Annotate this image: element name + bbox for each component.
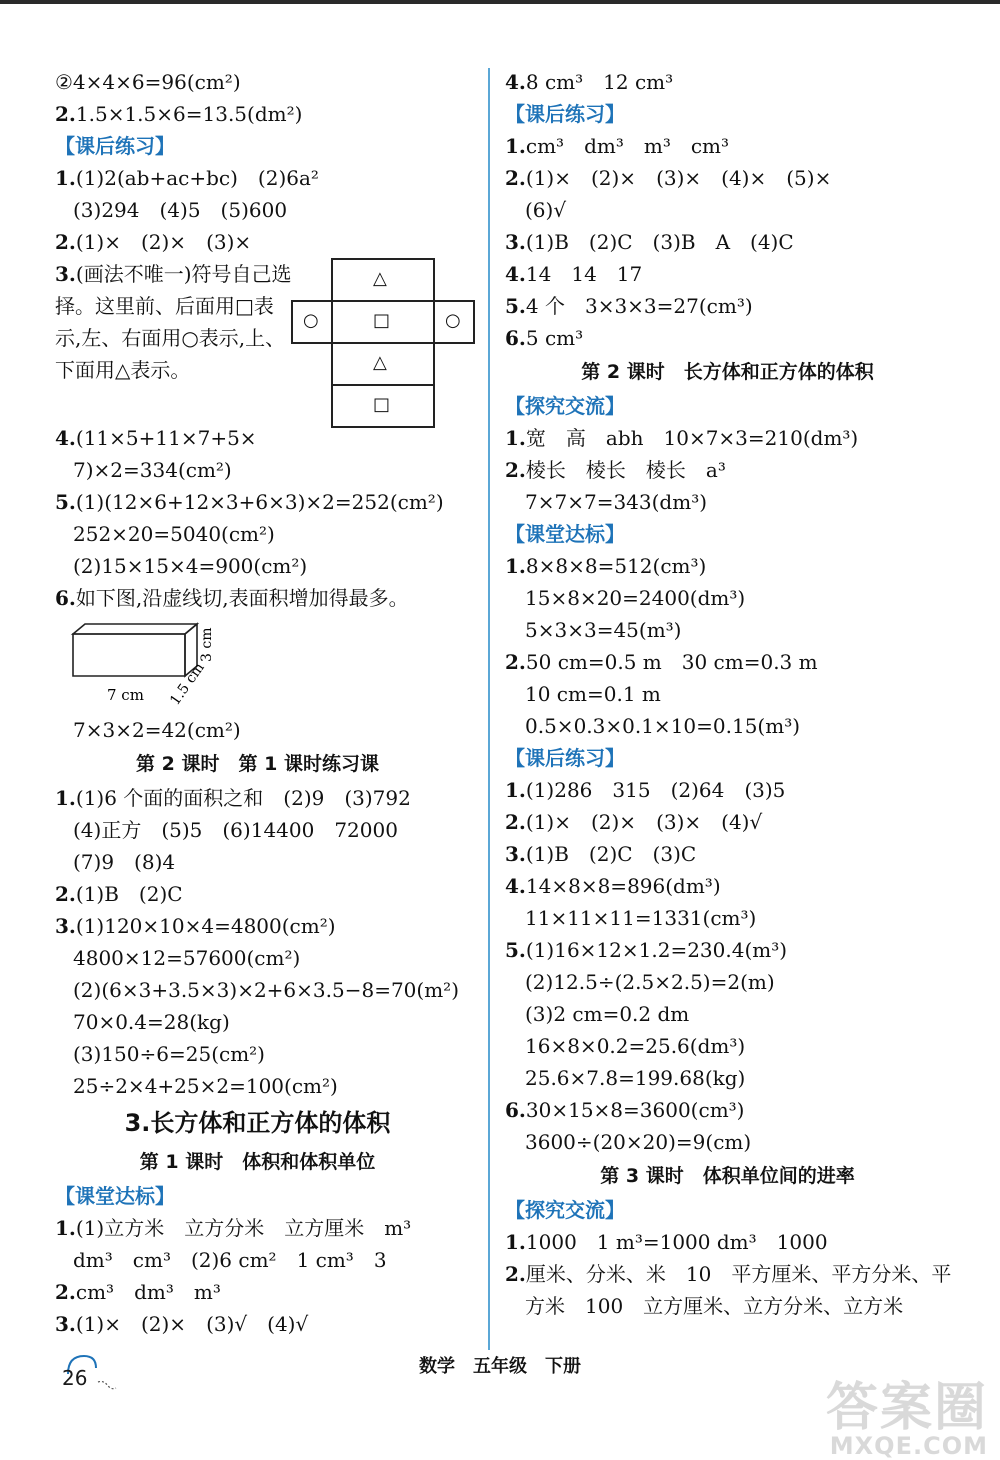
answer-line: dm³ cm³ (2)6 cm² 1 cm³ 3 — [73, 1248, 387, 1272]
unit-title: 3.长方体和正方体的体积 — [124, 1109, 391, 1137]
answer-line — [55, 1308, 460, 1340]
question-number: 2. — [55, 230, 76, 254]
answer-text: 4 个 3×3×3=27(cm³) — [525, 294, 753, 318]
footer-title: 数学 五年级 下册 — [419, 1356, 581, 1377]
answer-line: 方米 100 立方厘米、立方分米、立方米 — [525, 1294, 904, 1318]
answer-line: 25÷2×4+25×2=100(cm²) — [73, 1074, 338, 1098]
answer-text: 3.(画法不唯一)符号自己选择。这里前、后面用□表示,左、右面用○表示,上、下面用△表示。 — [55, 262, 292, 382]
answer-text: (1)286 315 (2)64 (3)5 — [525, 778, 786, 802]
answer-text: 1000 1 m³=1000 dm³ 1000 — [525, 1230, 828, 1254]
cuboid-drawing — [55, 614, 295, 714]
answer-line — [55, 486, 460, 518]
dimension-height-label: 3 cm — [199, 627, 215, 662]
answer-line — [505, 870, 950, 902]
square-icon: □ — [373, 310, 391, 331]
answer-text: cm³ dm³ m³ cm³ — [525, 134, 730, 158]
section-heading: 【课后练习】 — [55, 134, 175, 158]
circle-icon: ○ — [445, 310, 461, 331]
answer-text: (1)× (2)× (3)× (4)√ — [525, 810, 763, 834]
question-number: 4. — [505, 874, 526, 898]
answer-line: 16×8×0.2=25.6(dm³) — [525, 1034, 746, 1058]
question-number: 1. — [505, 778, 526, 802]
question-number: 3. — [55, 1312, 76, 1336]
net-face-right — [433, 300, 475, 344]
answer-line — [505, 646, 950, 678]
question-number: 1. — [505, 554, 526, 578]
lesson-title: 第 2 课时 长方体和正方体的体积 — [581, 361, 874, 383]
question-number: 3. — [505, 230, 526, 254]
question-3-block — [55, 258, 460, 422]
question-number: 1. — [55, 1216, 76, 1240]
triangle-icon: △ — [373, 268, 387, 289]
answer-line — [505, 550, 950, 582]
top-border — [0, 0, 1000, 4]
right-column — [505, 66, 950, 1322]
answer-text: (1)B (2)C (3)C — [525, 842, 697, 866]
answer-line: (3)2 cm=0.2 dm — [525, 1002, 690, 1026]
answer-line: 70×0.4=28(kg) — [73, 1010, 230, 1034]
answer-text: (1)(12×6+12×3+6×3)×2=252(cm²) — [75, 490, 444, 514]
section-heading: 【课后练习】 — [505, 102, 625, 126]
answer-text: 14 14 17 — [525, 262, 643, 286]
question-number: 1. — [55, 786, 76, 810]
answer-line: (7)9 (8)4 — [73, 850, 176, 874]
answer-text: 50 cm=0.5 m 30 cm=0.3 m — [525, 650, 818, 674]
answer-text: 5 cm³ — [525, 326, 584, 350]
answer-text: 如下图,沿虚线切,表面积增加得最多。 — [75, 586, 409, 610]
answer-line: 10 cm=0.1 m — [525, 682, 661, 706]
question-number: 6. — [55, 586, 76, 610]
question-number: 2. — [505, 650, 526, 674]
answer-line: ②4×4×6=96(cm²) — [55, 70, 241, 94]
question-number: 2. — [505, 458, 526, 482]
answer-text: (1)2(ab+ac+bc) (2)6a² — [75, 166, 319, 190]
question-number: 2. — [55, 102, 76, 126]
answer-text: 宽 高 abh 10×7×3=210(dm³) — [525, 426, 859, 450]
answer-line: 4800×12=57600(cm²) — [73, 946, 301, 970]
answer-line — [55, 782, 460, 814]
answer-line — [505, 66, 950, 98]
question-number: 2. — [55, 1280, 76, 1304]
answer-line — [505, 934, 950, 966]
question-number: 4. — [505, 70, 526, 94]
answer-line — [505, 1094, 950, 1126]
watermark — [825, 1378, 988, 1460]
watermark-logo-text: 答案圈 — [825, 1378, 988, 1438]
answer-line: 3600÷(20×20)=9(cm) — [525, 1130, 752, 1154]
answer-line — [505, 422, 950, 454]
question-number: 1. — [505, 1230, 526, 1254]
answer-line: 7×7×7=343(dm³) — [525, 490, 708, 514]
answer-text: (1)立方米 立方分米 立方厘米 m³ — [75, 1216, 412, 1240]
lesson-title: 第 1 课时 体积和体积单位 — [139, 1151, 376, 1173]
answer-line: (2)15×15×4=900(cm²) — [73, 554, 308, 578]
watermark-url: MXQE.COM — [829, 1432, 988, 1460]
answer-line — [505, 454, 950, 486]
answer-text: (1)16×12×1.2=230.4(m³) — [525, 938, 788, 962]
question-number: 2. — [505, 810, 526, 834]
section-heading: 【课堂达标】 — [505, 522, 625, 546]
dimension-width-label: 1.5 cm — [167, 659, 208, 709]
answer-text: 棱长 棱长 棱长 a³ — [525, 458, 726, 482]
answer-line: 11×11×11=1331(cm³) — [525, 906, 757, 930]
dimension-length-label: 7 cm — [107, 686, 144, 704]
question-number: 4. — [55, 426, 76, 450]
left-column — [55, 66, 460, 1340]
question-number: 2. — [55, 882, 76, 906]
question-number: 5. — [505, 294, 526, 318]
answer-line — [505, 258, 950, 290]
answer-line: 252×20=5040(cm²) — [73, 522, 275, 546]
triangle-icon: △ — [373, 352, 387, 373]
net-face-left — [291, 300, 333, 344]
answer-line — [505, 838, 950, 870]
page-number: 26 — [62, 1366, 88, 1390]
answer-text: 1.5×1.5×6=13.5(dm²) — [75, 102, 303, 126]
answer-text: (1)B (2)C (3)B A (4)C — [525, 230, 794, 254]
net-face-bottom — [331, 342, 435, 386]
answer-line: (2)(6×3+3.5×3)×2+6×3.5−8=70(m²) — [73, 978, 459, 1002]
answer-line — [505, 1226, 950, 1258]
question-number: 5. — [55, 490, 76, 514]
answer-line — [505, 162, 950, 194]
question-number: 1. — [55, 166, 76, 190]
answer-line — [55, 1212, 460, 1244]
answer-line: (6)√ — [525, 198, 567, 222]
question-number: 4. — [505, 262, 526, 286]
answer-text: 8×8×8=512(cm³) — [525, 554, 707, 578]
answer-line: 15×8×20=2400(dm³) — [525, 586, 746, 610]
answer-line: 7)×2=334(cm²) — [73, 458, 232, 482]
question-number: 3. — [55, 262, 76, 286]
lesson-title: 第 3 课时 体积单位间的进率 — [600, 1165, 855, 1187]
net-face-top — [331, 258, 435, 302]
answer-text: (11×5+11×7+5× — [75, 426, 257, 450]
answer-text: (1)× (2)× (3)× — [75, 230, 252, 254]
answer-text: (1)× (2)× (3)× (4)× (5)× — [525, 166, 832, 190]
answer-text: (1)B (2)C — [75, 882, 183, 906]
question-number: 2. — [505, 166, 526, 190]
answer-text: 厘米、分米、米 10 平方厘米、平方分米、平 — [525, 1262, 952, 1286]
answer-line: 5×3×3=45(m³) — [525, 618, 682, 642]
answer-line — [55, 582, 460, 614]
square-icon: □ — [373, 394, 391, 415]
answer-line: (2)12.5÷(2.5×2.5)=2(m) — [525, 970, 775, 994]
question-number: 3. — [55, 914, 76, 938]
answer-line: (3)294 (4)5 (5)600 — [73, 198, 288, 222]
answer-line — [55, 1276, 460, 1308]
question-number: 1. — [505, 426, 526, 450]
answer-text: (1)120×10×4=4800(cm²) — [75, 914, 336, 938]
answer-line — [55, 98, 460, 130]
answer-line — [505, 290, 950, 322]
answer-line — [505, 130, 950, 162]
answer-line — [505, 1258, 950, 1290]
question-number: 2. — [505, 1262, 526, 1286]
section-heading: 【探究交流】 — [505, 394, 625, 418]
answer-line — [505, 806, 950, 838]
lesson-title: 第 2 课时 第 1 课时练习课 — [136, 753, 379, 775]
answer-line — [55, 162, 460, 194]
section-heading: 【课后练习】 — [505, 746, 625, 770]
answer-line — [505, 322, 950, 354]
section-heading: 【课堂达标】 — [55, 1184, 175, 1208]
circle-icon: ○ — [303, 310, 319, 331]
answer-line — [505, 226, 950, 258]
answer-line — [505, 774, 950, 806]
question-number: 1. — [505, 134, 526, 158]
net-face-front — [331, 300, 435, 344]
question-number: 6. — [505, 326, 526, 350]
answer-text: cm³ dm³ m³ — [75, 1280, 221, 1304]
section-heading: 【探究交流】 — [505, 1198, 625, 1222]
answer-line: (4)正方 (5)5 (6)14400 72000 — [73, 818, 398, 842]
answer-text: 30×15×8=3600(cm³) — [525, 1098, 745, 1122]
cuboid-diagram — [55, 614, 460, 714]
answer-line: 0.5×0.3×0.1×10=0.15(m³) — [525, 714, 801, 738]
answer-line — [55, 878, 460, 910]
column-divider — [488, 68, 490, 1350]
answer-text: 8 cm³ 12 cm³ — [525, 70, 674, 94]
answer-line: 25.6×7.8=199.68(kg) — [525, 1066, 746, 1090]
answer-line: 7×3×2=42(cm²) — [73, 718, 241, 742]
answer-text: (1)× (2)× (3)√ (4)√ — [75, 1312, 309, 1336]
answer-text: (1)6 个面的面积之和 (2)9 (3)792 — [75, 786, 411, 810]
net-face-back — [331, 384, 435, 428]
answer-line — [55, 910, 460, 942]
question-number: 6. — [505, 1098, 526, 1122]
answer-text: 14×8×8=896(dm³) — [525, 874, 721, 898]
answer-line: (3)150÷6=25(cm²) — [73, 1042, 265, 1066]
question-number: 3. — [505, 842, 526, 866]
answer-line — [55, 226, 460, 258]
question-number: 5. — [505, 938, 526, 962]
